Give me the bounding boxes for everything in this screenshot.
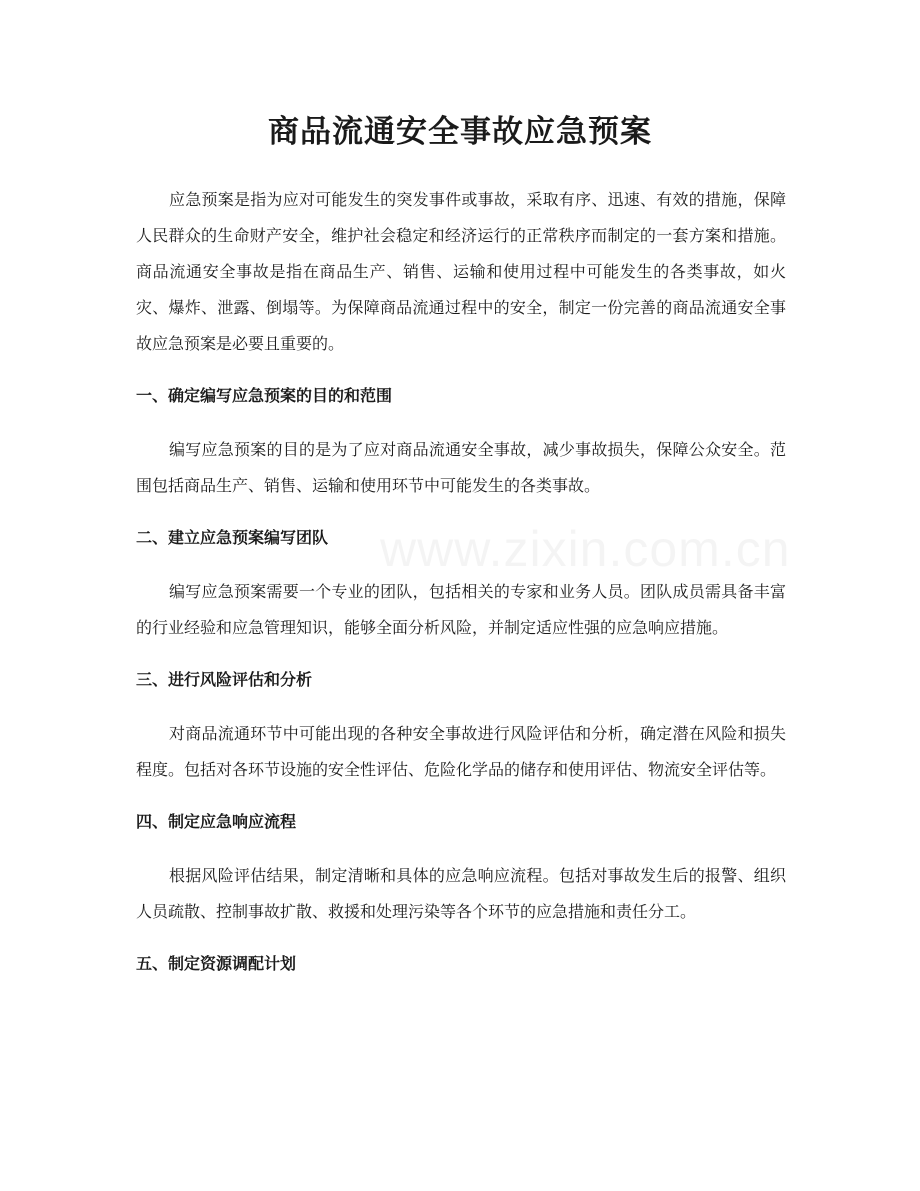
section-body-2: 编写应急预案需要一个专业的团队，包括相关的专家和业务人员。团队成员需具备丰富的行业经验和应急管理知识，能够全面分析风险，并制定适应性强的应急响应措施。: [136, 582, 786, 637]
section-body-4: 根据风险评估结果，制定清晰和具体的应急响应流程。包括对事故发生后的报警、组织人员疏散、控制事故扩散、救援和处理污染等各个环节的应急措施和责任分工。: [136, 866, 786, 921]
section-heading-5: 五、制定资源调配计划: [136, 954, 297, 973]
section-body-3: 对商品流通环节中可能出现的各种安全事故进行风险评估和分析，确定潜在风险和损失程度。包括对各环节设施的安全性评估、危险化学品的储存和使用评估、物流安全评估等。: [136, 724, 786, 779]
document-title: 商品流通安全事故应急预案: [268, 114, 652, 150]
section-heading-3: 三、进行风险评估和分析: [136, 670, 313, 689]
section-heading-1: 一、确定编写应急预案的目的和范围: [136, 386, 393, 405]
intro-paragraph: 应急预案是指为应对可能发生的突发事件或事故，采取有序、迅速、有效的措施，保障人民群众的生命财产安全，维护社会稳定和经济运行的正常秩序而制定的一套方案和措施。商品流通安全事故是指在商品生产、销售、运输和使用过程中可能发生的各类事故，如火灾、爆炸、泄露、倒塌等。为保障商品流通过程中的安全，制定一份完善的商品流通安全事故应急预案是必要且重要的。: [136, 190, 786, 353]
section-heading-4: 四、制定应急响应流程: [136, 812, 297, 831]
section-heading-2: 二、建立应急预案编写团队: [136, 528, 329, 547]
document-body: [136, 182, 786, 982]
section-body-1: 编写应急预案的目的是为了应对商品流通安全事故，减少事故损失，保障公众安全。范围包括商品生产、销售、运输和使用环节中可能发生的各类事故。: [136, 440, 786, 495]
